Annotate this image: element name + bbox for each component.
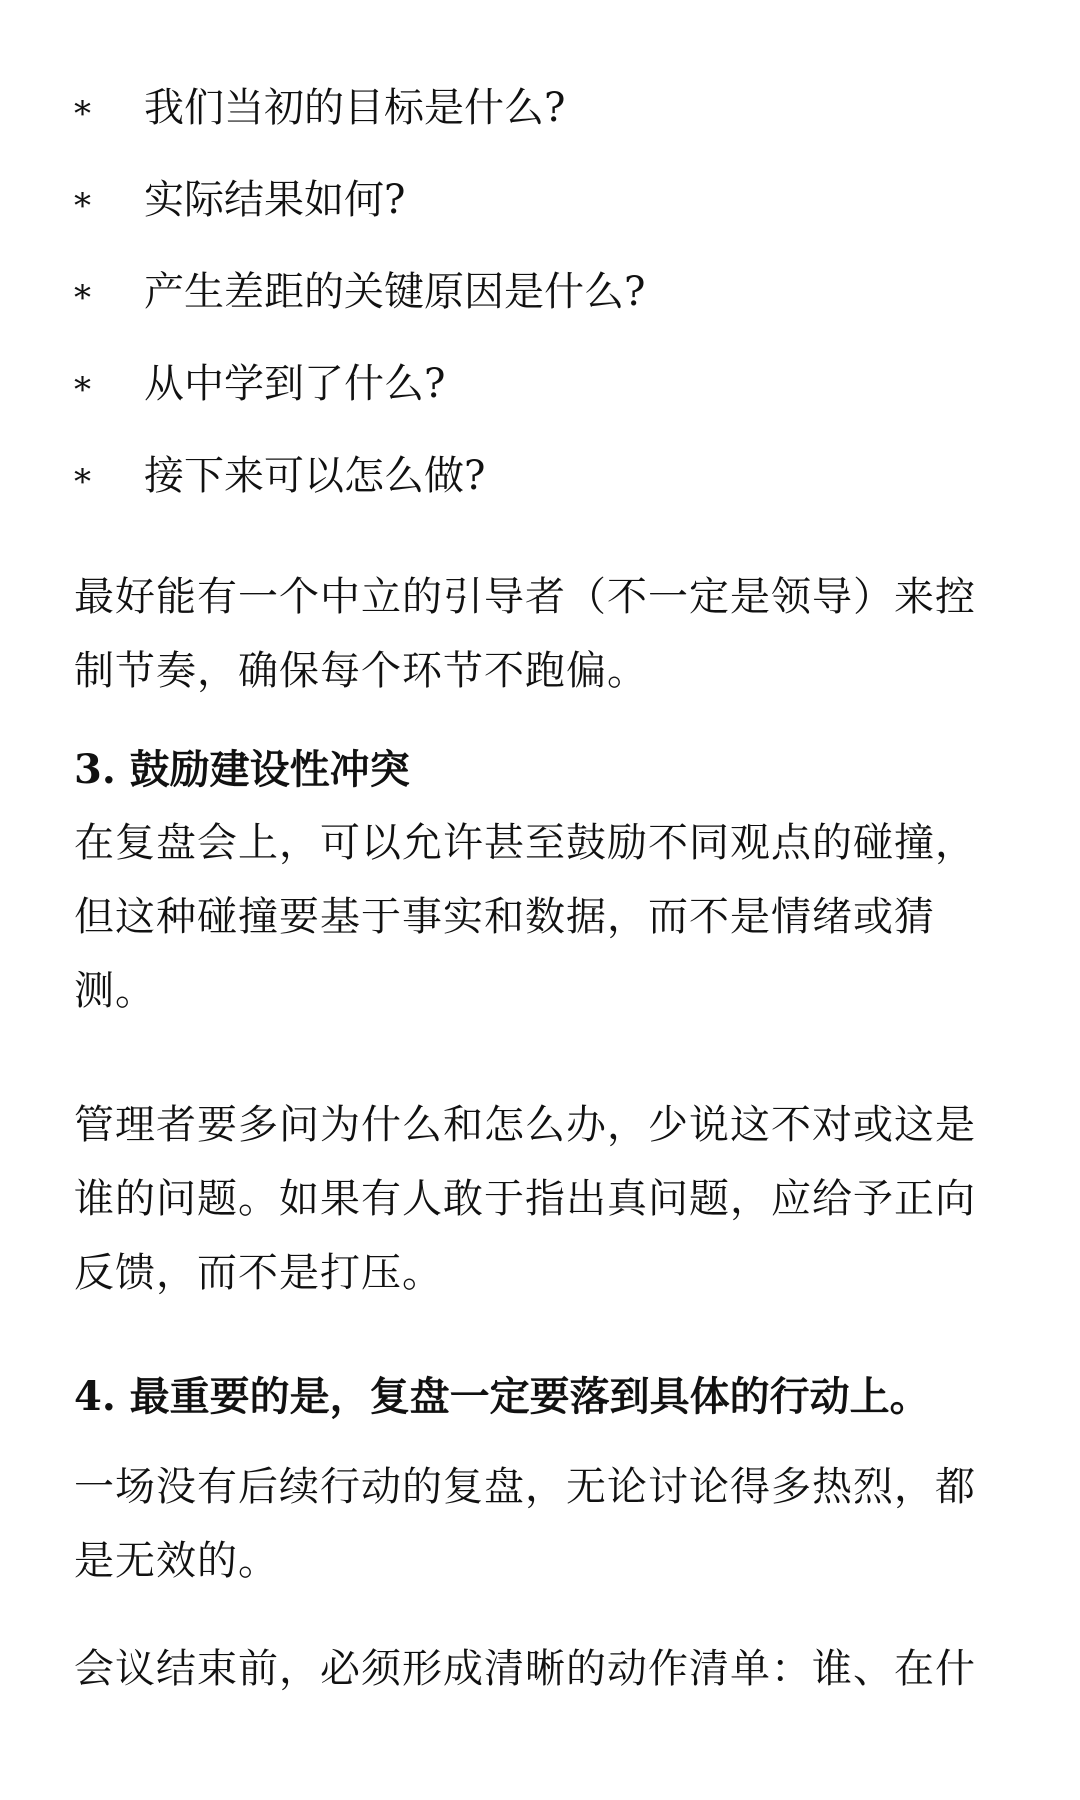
paragraph-constructive-conflict: 在复盘会上，可以允许甚至鼓励不同观点的碰撞，但这种碰撞要基于事实和数据，而不是情绪或猜测。 bbox=[74, 820, 976, 1014]
paragraph-facilitator: 最好能有一个中立的引导者（不一定是领导）来控制节奏，确保每个环节不跑偏。 bbox=[74, 574, 976, 694]
list-item-text: 实际结果如何? bbox=[144, 177, 406, 223]
bullet-marker: * bbox=[74, 94, 91, 134]
paragraph-followup-action: 一场没有后续行动的复盘，无论讨论得多热烈，都是无效的。 bbox=[74, 1464, 976, 1584]
list-item-text: 接下来可以怎么做? bbox=[144, 453, 486, 499]
bullet-marker: * bbox=[74, 278, 91, 318]
list-item-text: 产生差距的关键原因是什么? bbox=[144, 269, 646, 315]
list-item-text: 从中学到了什么? bbox=[144, 361, 446, 407]
list-item-text: 我们当初的目标是什么? bbox=[144, 85, 566, 131]
bullet-marker: * bbox=[74, 462, 91, 502]
section-heading-3: 3. 鼓励建设性冲突 bbox=[74, 746, 410, 793]
paragraph-action-list: 会议结束前，必须形成清晰的动作清单：谁、在什 bbox=[74, 1646, 976, 1692]
section-heading-4: 4. 最重要的是，复盘一定要落到具体的行动上。 bbox=[74, 1373, 930, 1420]
paragraph-manager-questions: 管理者要多问为什么和怎么办，少说这不对或这是谁的问题。如果有人敢于指出真问题，应给予正向反馈，而不是打压。 bbox=[74, 1102, 976, 1296]
bullet-marker: * bbox=[74, 370, 91, 410]
bullet-marker: * bbox=[74, 186, 91, 226]
